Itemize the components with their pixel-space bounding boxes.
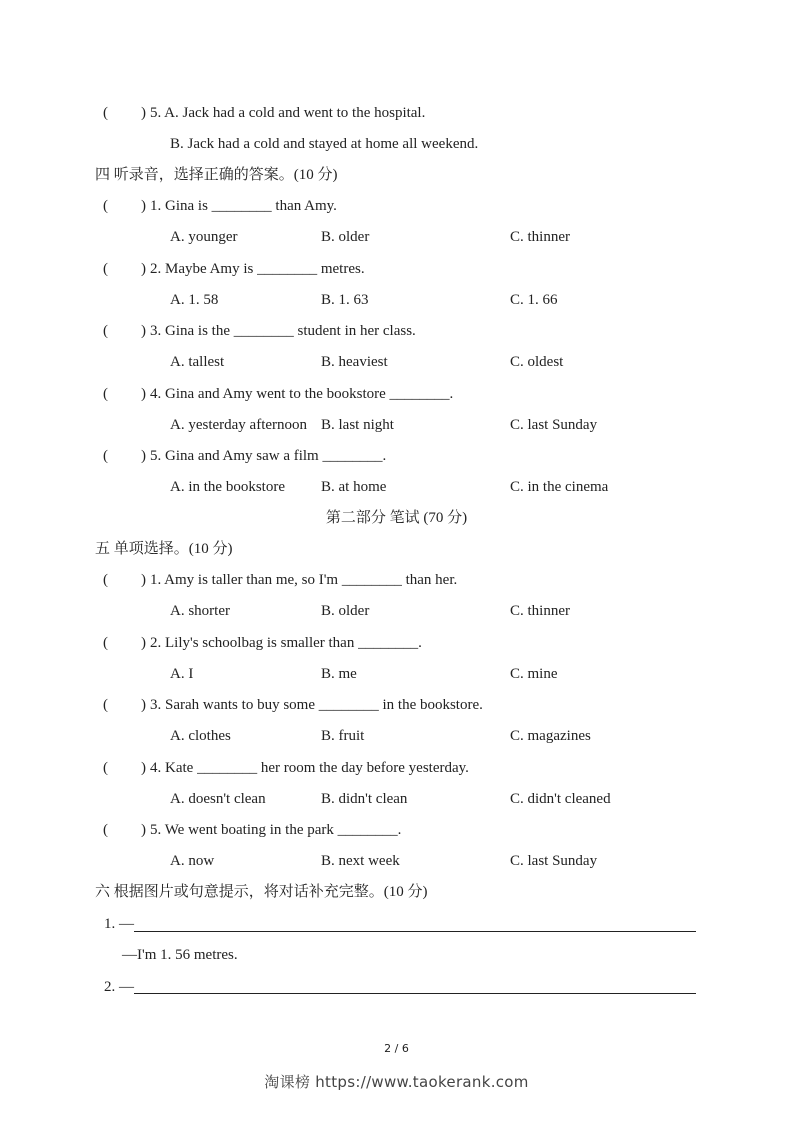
answer-paren-close: ) bbox=[141, 385, 146, 402]
question-option-a: A. I bbox=[170, 665, 194, 682]
answer-paren-open: ( bbox=[103, 323, 108, 339]
answer-paren-open: ( bbox=[103, 759, 108, 776]
question-option-a: A. younger bbox=[170, 229, 238, 245]
question-option-a: A. yesterday afternoon bbox=[170, 416, 308, 433]
watermark-text: 淘课榜 https://www.taokerank.com bbox=[264, 1073, 529, 1091]
answer-paren-close: ) bbox=[141, 572, 146, 588]
answer-paren-close: ) bbox=[141, 105, 146, 121]
question-option-c: C. last Sunday bbox=[510, 416, 598, 433]
dialog-item-number: 1. — bbox=[104, 916, 134, 932]
question-stem: 1. Gina is ________ than Amy. bbox=[150, 198, 337, 214]
question-stem: 2. Lily's schoolbag is smaller than ________. bbox=[150, 634, 422, 651]
question-option-c: C. thinner bbox=[510, 229, 570, 245]
question-option-c: C. thinner bbox=[510, 603, 570, 619]
answer-paren-close: ) bbox=[141, 323, 146, 339]
dialog-reply: —I'm 1. 56 metres. bbox=[122, 947, 238, 963]
section-heading-4: 四 听录音，选择正确的答案。(10 分) bbox=[95, 167, 338, 183]
question-option-c: C. mine bbox=[510, 665, 558, 682]
question-option-b: B. older bbox=[321, 603, 370, 619]
question-stem: 4. Kate ________ her room the day before yesterday. bbox=[150, 759, 469, 776]
answer-blank-line[interactable] bbox=[134, 993, 696, 994]
answer-paren-open: ( bbox=[103, 697, 108, 713]
question-option-a: A. 1. 58 bbox=[170, 291, 219, 308]
question-option-b: B. at home bbox=[321, 479, 387, 495]
answer-blank-line[interactable] bbox=[134, 931, 696, 932]
question-option-b: B. fruit bbox=[321, 728, 365, 744]
answer-paren-open: ( bbox=[103, 260, 108, 277]
answer-paren-close: ) bbox=[141, 198, 146, 214]
section-heading-5: 五 单项选择。(10 分) bbox=[95, 541, 233, 557]
question-option-c: C. oldest bbox=[510, 354, 564, 370]
answer-paren-close: ) bbox=[141, 759, 146, 776]
question-option-b: B. 1. 63 bbox=[321, 291, 369, 308]
question-option-a: A. tallest bbox=[170, 354, 225, 370]
part-two-heading: 第二部分 笔试 (70 分) bbox=[325, 510, 468, 526]
question-option-a: A. now bbox=[170, 853, 215, 869]
question-option-b: B. last night bbox=[321, 416, 394, 433]
dialog-item-number: 2. — bbox=[104, 979, 134, 995]
question-option-b: B. next week bbox=[321, 853, 400, 869]
page-number: 2 / 6 bbox=[384, 1042, 409, 1055]
question-stem: 5. We went boating in the park ________. bbox=[150, 822, 402, 838]
answer-paren-open: ( bbox=[103, 634, 108, 651]
question-stem: 5. A. Jack had a cold and went to the hospital. bbox=[150, 105, 426, 121]
question-stem: 3. Sarah wants to buy some ________ in the bookstore. bbox=[150, 697, 483, 713]
answer-paren-open: ( bbox=[103, 448, 108, 464]
question-option-c: C. didn't cleaned bbox=[510, 790, 611, 807]
question-stem: 2. Maybe Amy is ________ metres. bbox=[150, 260, 365, 277]
question-option-b: B. me bbox=[321, 665, 357, 682]
question-stem: 5. Gina and Amy saw a film ________. bbox=[150, 448, 387, 464]
question-option-b: B. heaviest bbox=[321, 354, 388, 370]
answer-paren-open: ( bbox=[103, 198, 108, 214]
answer-paren-close: ) bbox=[141, 822, 146, 838]
answer-paren-close: ) bbox=[141, 448, 146, 464]
answer-paren-open: ( bbox=[103, 572, 108, 588]
question-option-a: A. in the bookstore bbox=[170, 479, 285, 495]
question-option-a: A. clothes bbox=[170, 728, 231, 744]
question-option-c: C. 1. 66 bbox=[510, 291, 558, 308]
answer-paren-open: ( bbox=[103, 822, 108, 838]
question-option-a: A. doesn't clean bbox=[170, 790, 266, 807]
question-option-c: C. magazines bbox=[510, 728, 591, 744]
question-option-a: A. shorter bbox=[170, 603, 230, 619]
question-stem: 3. Gina is the ________ student in her class. bbox=[150, 323, 416, 339]
question-stem: 4. Gina and Amy went to the bookstore ________. bbox=[150, 385, 454, 402]
answer-paren-close: ) bbox=[141, 697, 146, 713]
question-option-b: B. didn't clean bbox=[321, 790, 408, 807]
question-option-b: B. Jack had a cold and stayed at home all weekend. bbox=[170, 136, 479, 152]
answer-paren-close: ) bbox=[141, 260, 146, 277]
answer-paren-open: ( bbox=[103, 385, 108, 402]
answer-paren-close: ) bbox=[141, 634, 146, 651]
answer-paren-open: ( bbox=[103, 105, 108, 121]
section-heading-6: 六 根据图片或句意提示，将对话补充完整。(10 分) bbox=[95, 884, 428, 900]
question-option-c: C. in the cinema bbox=[510, 479, 609, 495]
question-option-c: C. last Sunday bbox=[510, 853, 598, 869]
question-stem: 1. Amy is taller than me, so I'm ________ than her. bbox=[150, 572, 458, 588]
question-option-b: B. older bbox=[321, 229, 370, 245]
